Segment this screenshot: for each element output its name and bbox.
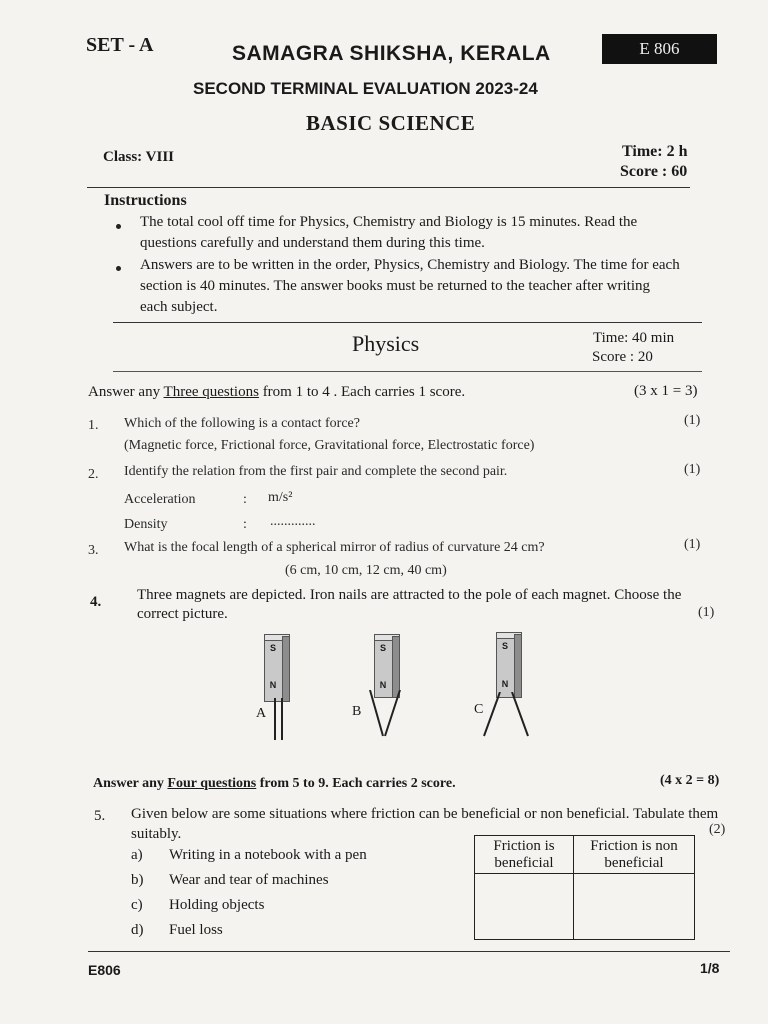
figure-label: B <box>352 704 362 719</box>
org-title: SAMAGRA SHIKSHA, KERALA <box>232 42 551 65</box>
question-mark: (1) <box>684 413 701 428</box>
table-cell <box>475 874 574 940</box>
table-header: Friction is beneficial <box>475 836 574 874</box>
code-badge-text: E 806 <box>639 39 680 58</box>
instruction-item: The total cool off time for Physics, Chemistry and Biology is 15 minutes. Read the questions carefully and understand them during this time. <box>140 214 638 251</box>
pole-label-n: N <box>269 680 277 690</box>
list-item: a) Writing in a notebook with a pen <box>131 847 367 863</box>
part1-instruction: Answer any Three questions from 1 to 4 . Each carries 1 score. <box>88 384 466 400</box>
list-item: b) Wear and tear of machines <box>131 872 329 888</box>
pair-colon: : <box>243 517 247 532</box>
question-text: What is the focal length of a spherical mirror of radius of curvature 24 cm? <box>124 540 545 555</box>
instruction-item: Answers are to be written in the order, Physics, Chemistry and Biology. The time for each section is 40 minutes. The answer books must be returned to the teacher after writing each subject. <box>140 257 680 315</box>
part1-instruction-emph: Three questions <box>163 384 259 400</box>
list-item: c) Holding objects <box>131 897 265 913</box>
friction-table <box>474 835 695 940</box>
question-mark: (1) <box>684 537 701 552</box>
page-number: 1/8 <box>700 960 720 976</box>
list-item: d) Fuel loss <box>131 922 223 938</box>
question-mark: (1) <box>684 462 701 477</box>
question-mark: (1) <box>698 605 715 620</box>
pair-left: Density <box>124 517 168 532</box>
nail-icon <box>264 698 294 743</box>
instructions-divider <box>113 322 702 323</box>
part2-instruction-emph: Four questions <box>167 776 257 791</box>
table-cell <box>574 874 695 940</box>
section-score: Score : 20 <box>592 349 653 365</box>
part2-marks: (4 x 2 = 8) <box>660 773 720 788</box>
footer-divider <box>88 951 730 952</box>
part2-instruction: Answer any Four questions from 5 to 9. Each carries 2 score. <box>93 776 456 791</box>
question-text: Given below are some situations where friction can be beneficial or non beneficial. Tabulate them suitably. <box>131 806 719 842</box>
question-number: 5. <box>94 808 106 824</box>
header-divider <box>87 187 690 188</box>
question-mark: (2) <box>709 822 726 837</box>
code-badge <box>602 34 717 64</box>
question-number: 4. <box>90 594 102 610</box>
question-text: Three magnets are depicted. Iron nails are attracted to the pole of each magnet. Choose the correct picture. <box>137 587 682 622</box>
part1-marks: (3 x 1 = 3) <box>634 383 698 399</box>
pole-label-n: N <box>379 680 387 690</box>
question-options: (6 cm, 10 cm, 12 cm, 40 cm) <box>285 563 447 578</box>
nail-icon <box>480 692 536 742</box>
exam-title: SECOND TERMINAL EVALUATION 2023-24 <box>193 79 538 98</box>
subject-title: BASIC SCIENCE <box>306 111 476 135</box>
pole-label-s: S <box>269 643 276 653</box>
question-text: Which of the following is a contact force? <box>124 416 360 431</box>
question-number: 3. <box>88 543 99 558</box>
bullet-icon <box>116 224 121 229</box>
question-number: 1. <box>88 418 99 433</box>
figure-label: A <box>256 706 267 721</box>
total-time: Time: 2 h <box>622 143 688 160</box>
pair-left: Acceleration <box>124 492 196 507</box>
pole-label-n: N <box>501 679 509 689</box>
question-options: (Magnetic force, Frictional force, Gravitational force, Electrostatic force) <box>124 438 535 453</box>
instructions-title: Instructions <box>104 192 187 209</box>
pair-blank: ............. <box>270 514 316 529</box>
section-title: Physics <box>352 331 420 356</box>
section-divider <box>113 371 702 372</box>
question-text: Identify the relation from the first pair and complete the second pair. <box>124 464 508 479</box>
footer-code: E806 <box>88 962 121 978</box>
bullet-icon <box>116 266 121 271</box>
pair-colon: : <box>243 492 247 507</box>
set-label: SET - A <box>86 34 154 56</box>
pole-label-s: S <box>379 643 386 653</box>
table-header: Friction is non beneficial <box>574 836 695 874</box>
section-time: Time: 40 min <box>593 330 675 346</box>
pair-right: m/s² <box>268 490 293 505</box>
question-number: 2. <box>88 467 99 482</box>
figure-label: C <box>474 702 484 717</box>
total-score: Score : 60 <box>620 163 688 180</box>
class-label: Class: VIII <box>103 149 174 165</box>
nail-icon <box>364 690 408 740</box>
pole-label-s: S <box>501 641 508 651</box>
